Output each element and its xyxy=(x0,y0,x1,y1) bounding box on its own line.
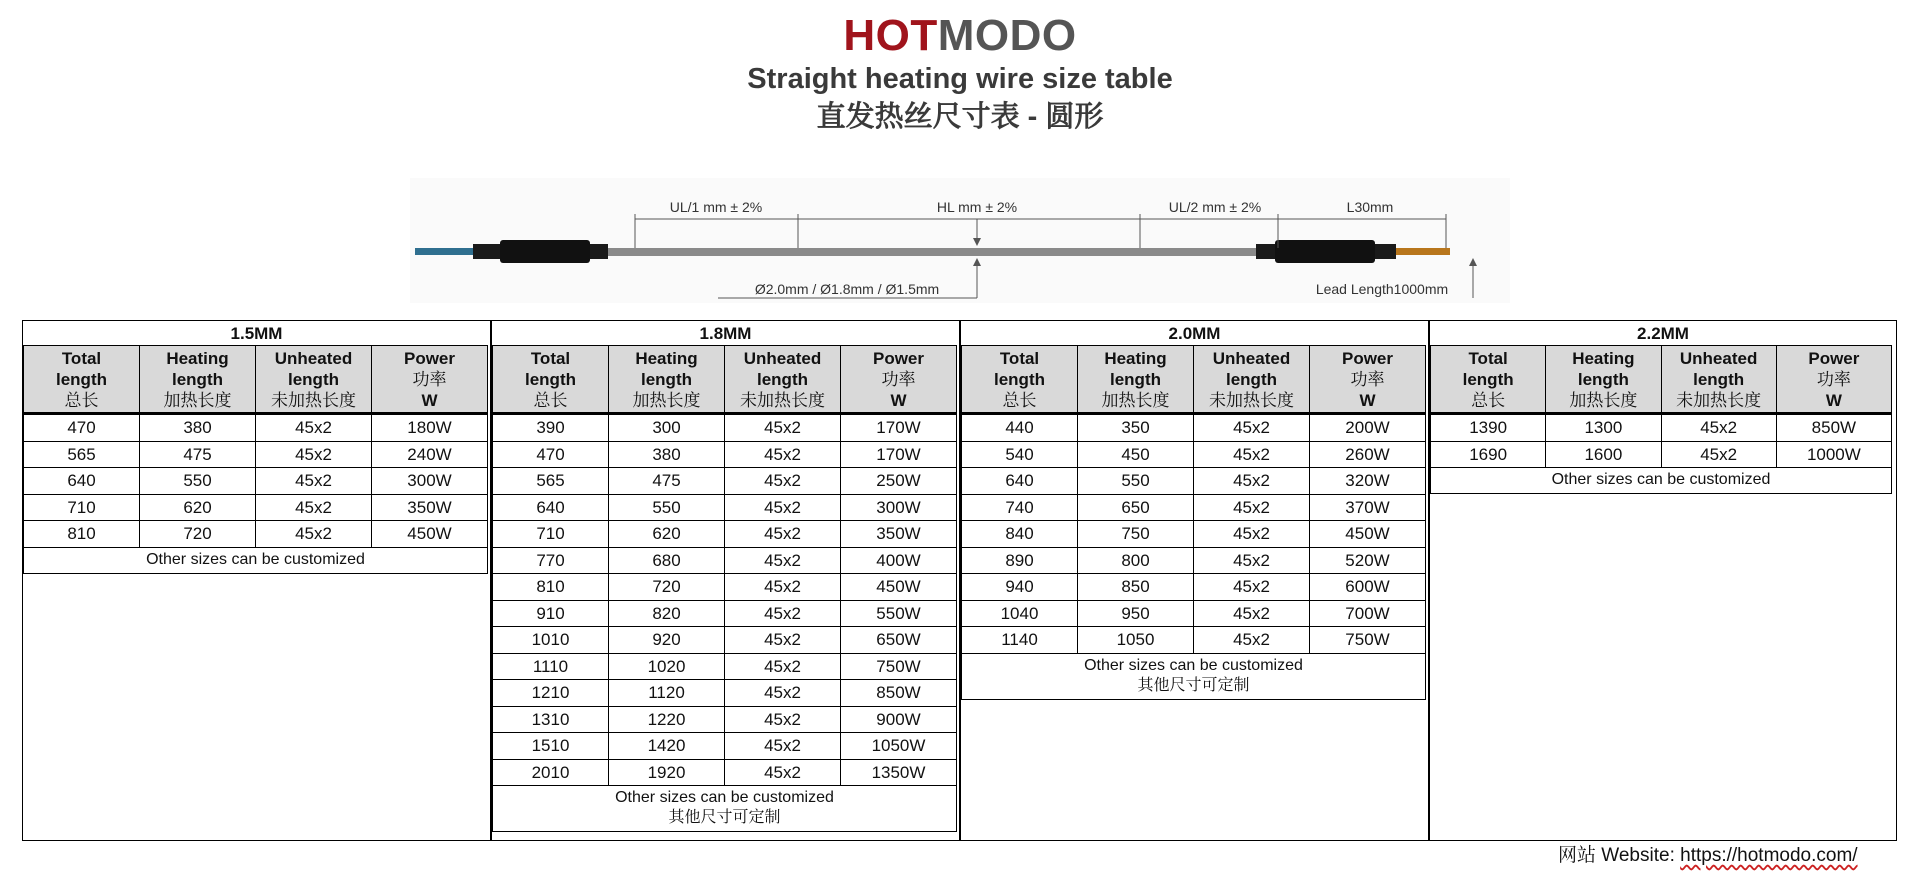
column-header-line: W xyxy=(890,390,907,410)
column-header-line: 功率 xyxy=(412,369,447,389)
cell-unheated: 45x2 xyxy=(725,680,841,707)
cell-total: 2010 xyxy=(493,759,609,786)
column-header-line: 未加热长度 xyxy=(271,390,356,410)
table-row xyxy=(962,600,1426,627)
cell-power: 200W xyxy=(1310,414,1426,442)
cell-power: 1000W xyxy=(1776,441,1891,468)
table-row xyxy=(1431,414,1892,442)
cell-power: 550W xyxy=(841,600,957,627)
cell-unheated: 45x2 xyxy=(256,494,372,521)
column-header-line: 加热长度 xyxy=(1101,390,1170,410)
cell-heating: 1920 xyxy=(609,759,725,786)
cell-unheated: 45x2 xyxy=(1194,521,1310,548)
column-header-line: Unheated xyxy=(1679,348,1758,368)
column-header-line: 加热长度 xyxy=(632,390,701,410)
page-title-en: Straight heating wire size table xyxy=(747,63,1173,95)
cell-power: 750W xyxy=(841,653,957,680)
brand-part-hot: HOT xyxy=(843,11,938,60)
column-header-line: Unheated xyxy=(274,348,353,368)
note-zh: 其他尺寸可定制 xyxy=(1137,676,1250,694)
cell-total: 470 xyxy=(24,414,140,442)
table-title: 2.2MM xyxy=(1637,324,1689,343)
cell-power: 320W xyxy=(1310,468,1426,495)
custom-size-note xyxy=(962,653,1426,699)
cell-unheated: 45x2 xyxy=(725,653,841,680)
cell-heating: 300 xyxy=(609,414,725,442)
column-header-line: length xyxy=(525,369,576,389)
column-header-line: 加热长度 xyxy=(163,390,232,410)
cell-heating: 620 xyxy=(140,494,256,521)
heating-wire xyxy=(608,248,1256,256)
cell-unheated: 45x2 xyxy=(725,441,841,468)
column-header-line: length xyxy=(172,369,223,389)
cell-power: 600W xyxy=(1310,574,1426,601)
column-header-power xyxy=(841,346,957,414)
cell-total: 1140 xyxy=(962,627,1078,654)
table-row xyxy=(24,441,488,468)
cell-heating: 380 xyxy=(609,441,725,468)
column-header-line: 总长 xyxy=(533,390,568,410)
cell-total: 470 xyxy=(493,441,609,468)
table-row xyxy=(493,733,957,760)
website-link[interactable]: https://hotmodo.com/ xyxy=(1680,845,1858,866)
cell-unheated: 45x2 xyxy=(1194,468,1310,495)
cell-power: 300W xyxy=(372,468,488,495)
table-row xyxy=(24,494,488,521)
cell-power: 350W xyxy=(372,494,488,521)
cell-heating: 1300 xyxy=(1546,414,1661,442)
table-row xyxy=(962,521,1426,548)
cell-heating: 475 xyxy=(609,468,725,495)
size-table xyxy=(492,345,957,832)
column-header-line: 加热长度 xyxy=(1569,390,1638,410)
cell-heating: 475 xyxy=(140,441,256,468)
header-row xyxy=(1431,346,1892,414)
table-row xyxy=(962,494,1426,521)
cell-power: 700W xyxy=(1310,600,1426,627)
diameter-label: Ø2.0mm / Ø1.8mm / Ø1.5mm xyxy=(754,281,940,297)
column-header-total xyxy=(493,346,609,414)
left-lead-wire xyxy=(415,248,473,255)
column-header-line: Heating xyxy=(166,348,229,368)
cell-total: 910 xyxy=(493,600,609,627)
cell-heating: 820 xyxy=(609,600,725,627)
cell-power: 170W xyxy=(841,441,957,468)
cell-total: 640 xyxy=(493,494,609,521)
header-row xyxy=(493,346,957,414)
cell-total: 740 xyxy=(962,494,1078,521)
cell-total: 710 xyxy=(493,521,609,548)
cell-unheated: 45x2 xyxy=(725,494,841,521)
cell-power: 450W xyxy=(1310,521,1426,548)
cell-power: 450W xyxy=(372,521,488,548)
cell-power: 1050W xyxy=(841,733,957,760)
cell-unheated: 45x2 xyxy=(725,468,841,495)
table-panel-1-8mm xyxy=(492,320,959,832)
table-title: 2.0MM xyxy=(1168,324,1221,343)
cell-unheated: 45x2 xyxy=(725,414,841,442)
column-header-power xyxy=(1776,346,1891,414)
hl-label: HL mm ± 2% xyxy=(936,199,1018,215)
cell-unheated: 45x2 xyxy=(725,706,841,733)
table-row xyxy=(1431,441,1892,468)
note-en: Other sizes can be customized xyxy=(1084,656,1303,674)
cell-unheated: 45x2 xyxy=(1194,574,1310,601)
column-header-power xyxy=(372,346,488,414)
cell-unheated: 45x2 xyxy=(725,574,841,601)
column-header-line: 未加热长度 xyxy=(1209,390,1294,410)
column-header-line: Power xyxy=(403,348,456,368)
note-row xyxy=(24,547,488,573)
size-table xyxy=(1430,345,1892,494)
column-header-line: length xyxy=(1226,369,1277,389)
cell-total: 810 xyxy=(493,574,609,601)
cell-unheated: 45x2 xyxy=(725,600,841,627)
lead-length-label: Lead Length1000mm xyxy=(1315,281,1449,297)
cell-power: 400W xyxy=(841,547,957,574)
column-header-line: W xyxy=(1359,390,1376,410)
column-header-line: Total xyxy=(530,348,571,368)
column-header-line: W xyxy=(421,390,438,410)
cell-total: 640 xyxy=(962,468,1078,495)
column-header-line: length xyxy=(1110,369,1161,389)
cell-heating: 1420 xyxy=(609,733,725,760)
size-table xyxy=(23,345,488,574)
column-header-line: 功率 xyxy=(1350,369,1385,389)
ul2-label: UL/2 mm ± 2% xyxy=(1168,199,1262,215)
cell-total: 1010 xyxy=(493,627,609,654)
note-en: Other sizes can be customized xyxy=(615,789,834,806)
cell-power: 450W xyxy=(841,574,957,601)
table-row xyxy=(962,468,1426,495)
table-panel-2-2mm xyxy=(1430,320,1896,494)
cell-heating: 550 xyxy=(1078,468,1194,495)
cell-total: 890 xyxy=(962,547,1078,574)
column-header-line: Heating xyxy=(1572,348,1635,368)
cell-total: 565 xyxy=(24,441,140,468)
cell-heating: 350 xyxy=(1078,414,1194,442)
cell-heating: 1600 xyxy=(1546,441,1661,468)
wire-diagram xyxy=(410,178,1510,303)
column-header-total xyxy=(24,346,140,414)
cell-unheated: 45x2 xyxy=(1194,600,1310,627)
cell-unheated: 45x2 xyxy=(1194,441,1310,468)
table-row xyxy=(962,627,1426,654)
cell-heating: 1020 xyxy=(609,653,725,680)
column-header-line: Heating xyxy=(635,348,698,368)
column-header-line: Total xyxy=(1468,348,1508,368)
cell-heating: 950 xyxy=(1078,600,1194,627)
column-header-line: 总长 xyxy=(1002,390,1037,410)
column-header-heating xyxy=(1078,346,1194,414)
note-row xyxy=(493,786,957,832)
cell-heating: 680 xyxy=(609,547,725,574)
cell-total: 1310 xyxy=(493,706,609,733)
cell-power: 170W xyxy=(841,414,957,442)
column-header-line: length xyxy=(288,369,339,389)
table-row xyxy=(962,547,1426,574)
cell-heating: 920 xyxy=(609,627,725,654)
note-en: Other sizes can be customized xyxy=(146,550,365,568)
column-header-line: 功率 xyxy=(881,369,916,389)
cell-total: 770 xyxy=(493,547,609,574)
cell-unheated: 45x2 xyxy=(1194,627,1310,654)
custom-size-note xyxy=(493,786,957,832)
column-header-heating xyxy=(609,346,725,414)
column-header-line: 总长 xyxy=(64,390,99,410)
cell-total: 1390 xyxy=(1431,414,1546,442)
column-header-line: W xyxy=(1825,390,1842,410)
column-header-unheated xyxy=(1661,346,1776,414)
cell-heating: 650 xyxy=(1078,494,1194,521)
cell-total: 810 xyxy=(24,521,140,548)
column-header-line: length xyxy=(994,369,1045,389)
brand-part-modo: MODO xyxy=(937,11,1077,60)
header-row xyxy=(24,346,488,414)
column-header-line: Unheated xyxy=(1212,348,1291,368)
cell-total: 710 xyxy=(24,494,140,521)
cell-heating: 380 xyxy=(140,414,256,442)
column-header-unheated xyxy=(256,346,372,414)
table-row xyxy=(493,759,957,786)
table-title: 1.8MM xyxy=(699,324,752,343)
column-header-line: Heating xyxy=(1104,348,1167,368)
cell-total: 440 xyxy=(962,414,1078,442)
custom-size-note xyxy=(24,547,488,573)
table-panel-2-0mm xyxy=(961,320,1428,700)
column-header-unheated xyxy=(1194,346,1310,414)
table-row xyxy=(24,468,488,495)
column-header-line: Total xyxy=(61,348,102,368)
cell-total: 1040 xyxy=(962,600,1078,627)
cell-heating: 450 xyxy=(1078,441,1194,468)
cell-unheated: 45x2 xyxy=(256,414,372,442)
column-header-total xyxy=(1431,346,1546,414)
table-row xyxy=(493,521,957,548)
custom-size-note xyxy=(1431,468,1892,494)
cell-total: 565 xyxy=(493,468,609,495)
cell-unheated: 45x2 xyxy=(1194,494,1310,521)
cell-total: 1210 xyxy=(493,680,609,707)
column-header-line: length xyxy=(1462,369,1514,389)
column-header-power xyxy=(1310,346,1426,414)
table-row xyxy=(493,706,957,733)
cell-power: 350W xyxy=(841,521,957,548)
cell-heating: 1220 xyxy=(609,706,725,733)
cell-power: 260W xyxy=(1310,441,1426,468)
brand-logo xyxy=(0,12,1920,60)
table-row xyxy=(493,600,957,627)
column-header-line: length xyxy=(641,369,692,389)
table-row xyxy=(493,680,957,707)
cell-heating: 550 xyxy=(140,468,256,495)
column-header-line: 未加热长度 xyxy=(740,390,825,410)
column-header-unheated xyxy=(725,346,841,414)
cell-heating: 620 xyxy=(609,521,725,548)
cell-unheated: 45x2 xyxy=(725,759,841,786)
cell-power: 900W xyxy=(841,706,957,733)
cell-power: 850W xyxy=(841,680,957,707)
cell-unheated: 45x2 xyxy=(256,468,372,495)
table-row xyxy=(493,414,957,442)
note-zh: 其他尺寸可定制 xyxy=(668,809,781,826)
cell-power: 1350W xyxy=(841,759,957,786)
table-row xyxy=(493,441,957,468)
column-header-line: Unheated xyxy=(743,348,822,368)
website-label: 网站 Website: xyxy=(1558,845,1675,866)
cell-power: 240W xyxy=(372,441,488,468)
table-title: 1.5MM xyxy=(230,324,283,343)
cell-heating: 550 xyxy=(609,494,725,521)
cell-power: 750W xyxy=(1310,627,1426,654)
column-header-line: 功率 xyxy=(1816,369,1851,389)
cell-unheated: 45x2 xyxy=(1661,441,1776,468)
cell-total: 540 xyxy=(962,441,1078,468)
cell-unheated: 45x2 xyxy=(1194,547,1310,574)
table-row xyxy=(962,441,1426,468)
column-header-heating xyxy=(140,346,256,414)
cell-total: 840 xyxy=(962,521,1078,548)
size-table xyxy=(961,345,1426,700)
column-header-line: length xyxy=(1577,369,1629,389)
cell-power: 180W xyxy=(372,414,488,442)
cell-total: 640 xyxy=(24,468,140,495)
table-row xyxy=(962,574,1426,601)
cell-total: 940 xyxy=(962,574,1078,601)
note-row xyxy=(1431,468,1892,494)
cell-heating: 1050 xyxy=(1078,627,1194,654)
cell-heating: 850 xyxy=(1078,574,1194,601)
l30-label: L30mm xyxy=(1346,199,1394,215)
table-row xyxy=(493,468,957,495)
cell-unheated: 45x2 xyxy=(725,733,841,760)
table-panel-1-5mm xyxy=(23,320,490,574)
column-header-line: Power xyxy=(1341,348,1394,368)
cell-power: 520W xyxy=(1310,547,1426,574)
cell-unheated: 45x2 xyxy=(256,441,372,468)
table-row xyxy=(24,414,488,442)
cell-heating: 720 xyxy=(609,574,725,601)
table-row xyxy=(493,547,957,574)
cell-power: 250W xyxy=(841,468,957,495)
cell-total: 1690 xyxy=(1431,441,1546,468)
column-header-line: length xyxy=(1693,369,1745,389)
note-row xyxy=(962,653,1426,699)
table-row xyxy=(493,653,957,680)
cell-power: 850W xyxy=(1776,414,1891,442)
column-header-line: length xyxy=(757,369,808,389)
column-header-line: length xyxy=(56,369,107,389)
column-header-line: Power xyxy=(872,348,925,368)
table-row xyxy=(493,627,957,654)
cell-power: 650W xyxy=(841,627,957,654)
cell-heating: 1120 xyxy=(609,680,725,707)
cell-unheated: 45x2 xyxy=(725,627,841,654)
table-row xyxy=(493,574,957,601)
column-header-line: Total xyxy=(999,348,1040,368)
cell-unheated: 45x2 xyxy=(1661,414,1776,442)
table-row xyxy=(493,494,957,521)
cell-unheated: 45x2 xyxy=(1194,414,1310,442)
page-title-zh: 直发热丝尺寸表 - 圆形 xyxy=(816,101,1104,133)
column-header-total xyxy=(962,346,1078,414)
table-row xyxy=(24,521,488,548)
note-en: Other sizes can be customized xyxy=(1551,471,1771,488)
table-row xyxy=(962,414,1426,442)
cell-heating: 800 xyxy=(1078,547,1194,574)
cell-heating: 720 xyxy=(140,521,256,548)
cell-total: 1110 xyxy=(493,653,609,680)
cell-unheated: 45x2 xyxy=(725,521,841,548)
cell-heating: 750 xyxy=(1078,521,1194,548)
column-header-line: Power xyxy=(1808,348,1860,368)
cell-unheated: 45x2 xyxy=(725,547,841,574)
header-row xyxy=(962,346,1426,414)
cell-power: 370W xyxy=(1310,494,1426,521)
column-header-heating xyxy=(1546,346,1661,414)
cell-total: 1510 xyxy=(493,733,609,760)
cell-total: 390 xyxy=(493,414,609,442)
column-header-line: 未加热长度 xyxy=(1676,390,1762,410)
column-header-line: 总长 xyxy=(1471,390,1506,410)
ul1-label: UL/1 mm ± 2% xyxy=(669,199,763,215)
cell-unheated: 45x2 xyxy=(256,521,372,548)
cell-power: 300W xyxy=(841,494,957,521)
right-lead-wire xyxy=(1396,248,1450,255)
footer-website xyxy=(1558,844,1858,868)
